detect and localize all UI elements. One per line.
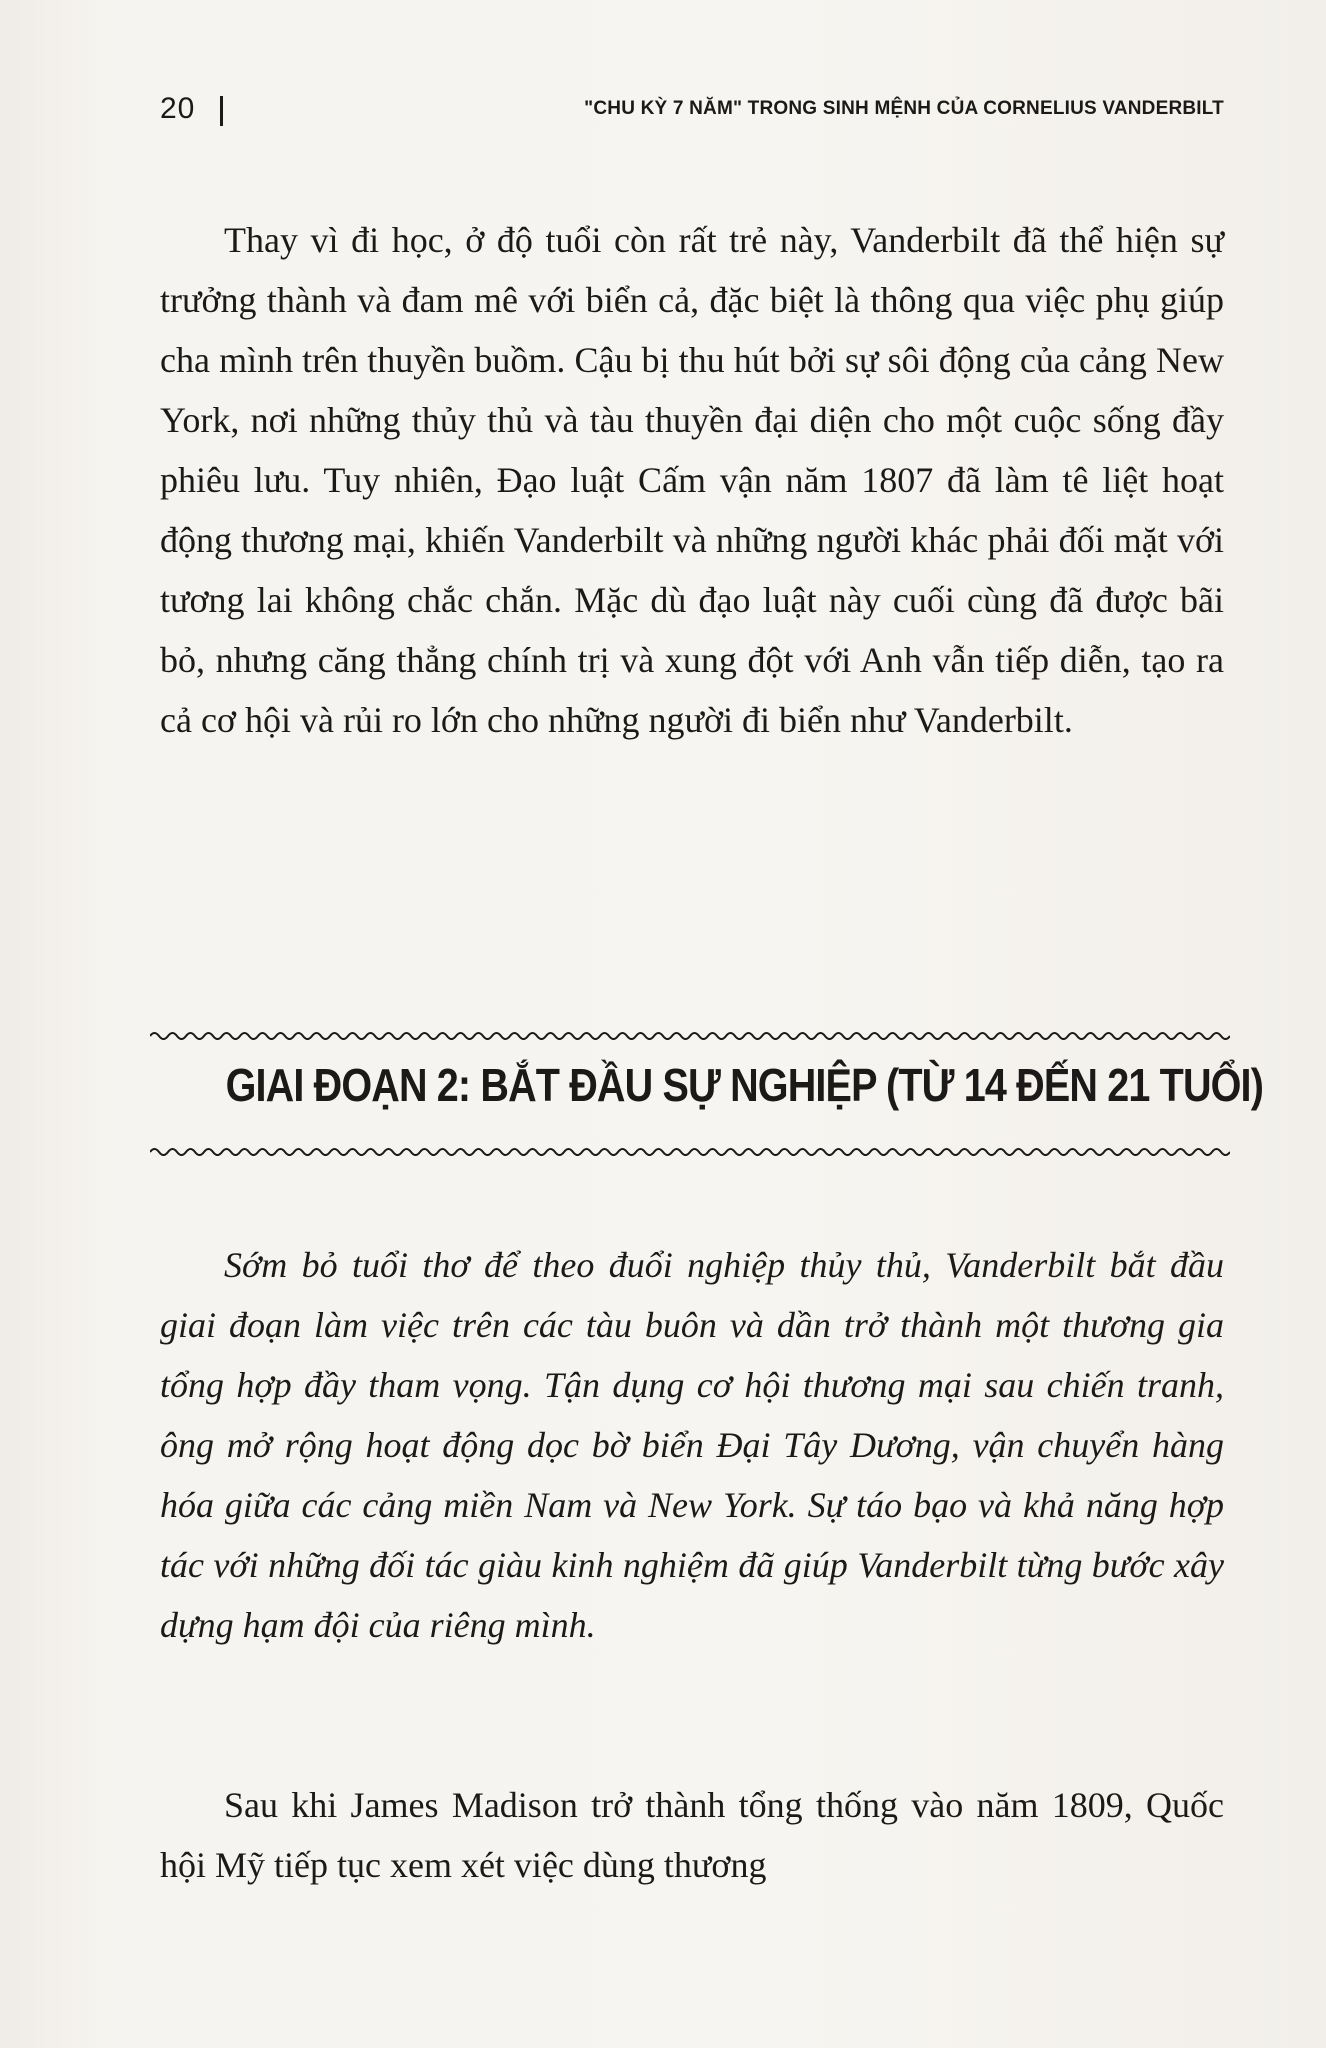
section-heading-block xyxy=(150,1028,1264,1168)
intro-paragraph: Thay vì đi học, ở độ tuổi còn rất trẻ này, Vanderbilt đã thể hiện sự trưởng thành và đam mê với biển cả, đặc biệt là thông qua việc phụ giúp cha mình trên thuyền buồm. Cậu bị thu hút bởi sự sôi động của cảng New York, nơi những thủy thủ và tàu thuyền đại diện cho một cuộc sống đầy phiêu lưu. Tuy nhiên, Đạo luật Cấm vận năm 1807 đã làm tê liệt hoạt động thương mại, khiến Vanderbilt và những người khác phải đối mặt với tương lai không chắc chắn. Mặc dù đạo luật này cuối cùng đã được bãi bỏ, nhưng căng thẳng chính trị và xung đột với Anh vẫn tiếp diễn, tạo ra cả cơ hội và rủi ro lớn cho những người đi biển như Vanderbilt. xyxy=(160,220,1224,740)
closing-paragraph: Sau khi James Madison trở thành tổng thống vào năm 1809, Quốc hội Mỹ tiếp tục xem xét việc dùng thương xyxy=(160,1785,1224,1885)
section-heading: GIAI ĐOẠN 2: BẮT ĐẦU SỰ NGHIỆP (TỪ 14 ĐẾN 21 TUỔI) xyxy=(225,1059,1264,1111)
wavy-rule-bottom xyxy=(150,1144,1230,1160)
running-title: "CHU KỲ 7 NĂM" TRONG SINH MỆNH CỦA CORNELIUS VANDERBILT xyxy=(584,98,1224,119)
wavy-rule-top xyxy=(150,1028,1230,1044)
header-divider xyxy=(220,96,223,126)
italic-summary-paragraph: Sớm bỏ tuổi thơ để theo đuổi nghiệp thủy thủ, Vanderbilt bắt đầu giai đoạn làm việc trên các tàu buôn và dần trở thành một thương gia tổng hợp đầy tham vọng. Tận dụng cơ hội thương mại sau chiến tranh, ông mở rộng hoạt động dọc bờ biển Đại Tây Dương, vận chuyển hàng hóa giữa các cảng miền Nam và New York. Sự táo bạo và khả năng hợp tác với những đối tác giàu kinh nghiệm đã giúp Vanderbilt từng bước xây dựng hạm đội của riêng mình. xyxy=(160,1245,1224,1645)
running-header xyxy=(160,92,1224,132)
page-number: 20 xyxy=(160,92,196,125)
